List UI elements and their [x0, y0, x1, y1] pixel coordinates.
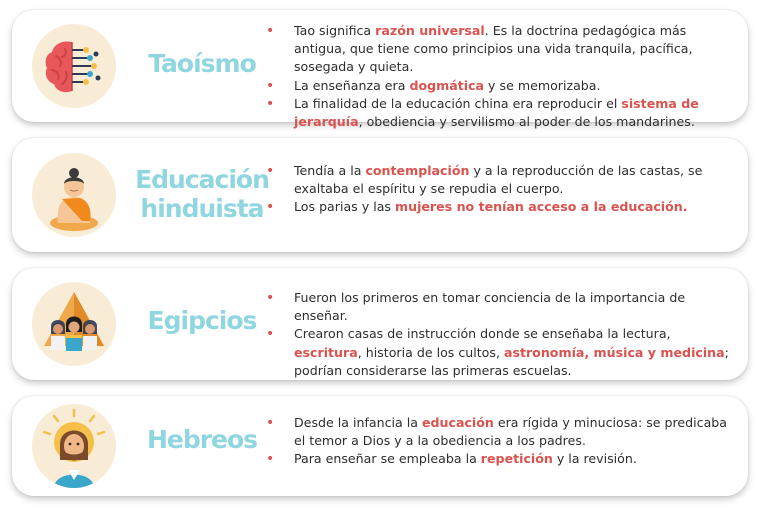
list-item: • Tendía a la contemplación y a la reproducción de las castas, se exaltaba el espíritu y se repudia el cuerpo. — [266, 162, 742, 198]
card-hebreos — [12, 396, 748, 496]
card-educacion-hinduista — [12, 138, 748, 252]
card-egipcios — [12, 268, 748, 380]
card-taoismo — [12, 10, 748, 130]
card-title: Hebreos — [146, 425, 258, 454]
list-item: • Crearon casas de instrucción donde se enseñaba la lectura, escritura, historia de los cultos, astronomía, música y medicina; podrían considerarse las primeras escuelas. — [266, 325, 742, 380]
list-item: • La enseñanza era dogmática y se memorizaba. — [266, 77, 742, 95]
list-item: • La finalidad de la educación china era reproducir el sistema de jerarquía, obediencia y servilismo al poder de los mandarines. — [266, 95, 742, 131]
bullet-list — [266, 22, 742, 131]
jesus-halo-icon — [32, 404, 116, 488]
list-item: • Desde la infancia la educación era rígida y minuciosa: se predicaba el temor a Dios y a la obediencia a los padres. — [266, 414, 742, 450]
bullet-list — [266, 414, 742, 469]
brain-circuit-icon — [32, 24, 116, 108]
card-title: Educación hinduista — [135, 165, 269, 223]
card-title: Taoísmo — [148, 49, 256, 78]
bullet-list — [266, 162, 742, 217]
list-item: • Para enseñar se empleaba la repetición y la revisión. — [266, 450, 742, 468]
bullet-list — [266, 289, 742, 380]
egyptian-people-pyramid-icon — [32, 282, 116, 366]
list-item: • Los parias y las mujeres no tenían acceso a la educación. — [266, 198, 742, 216]
list-item: • Fueron los primeros en tomar conciencia de la importancia de enseñar. — [266, 289, 742, 325]
list-item: • Tao significa razón universal. Es la doctrina pedagógica más antigua, que tiene como principios una vida tranquila, pacífica, sosegada y quieta. — [266, 22, 742, 77]
card-title: Egipcios — [147, 306, 257, 335]
meditating-monk-icon — [32, 153, 116, 237]
